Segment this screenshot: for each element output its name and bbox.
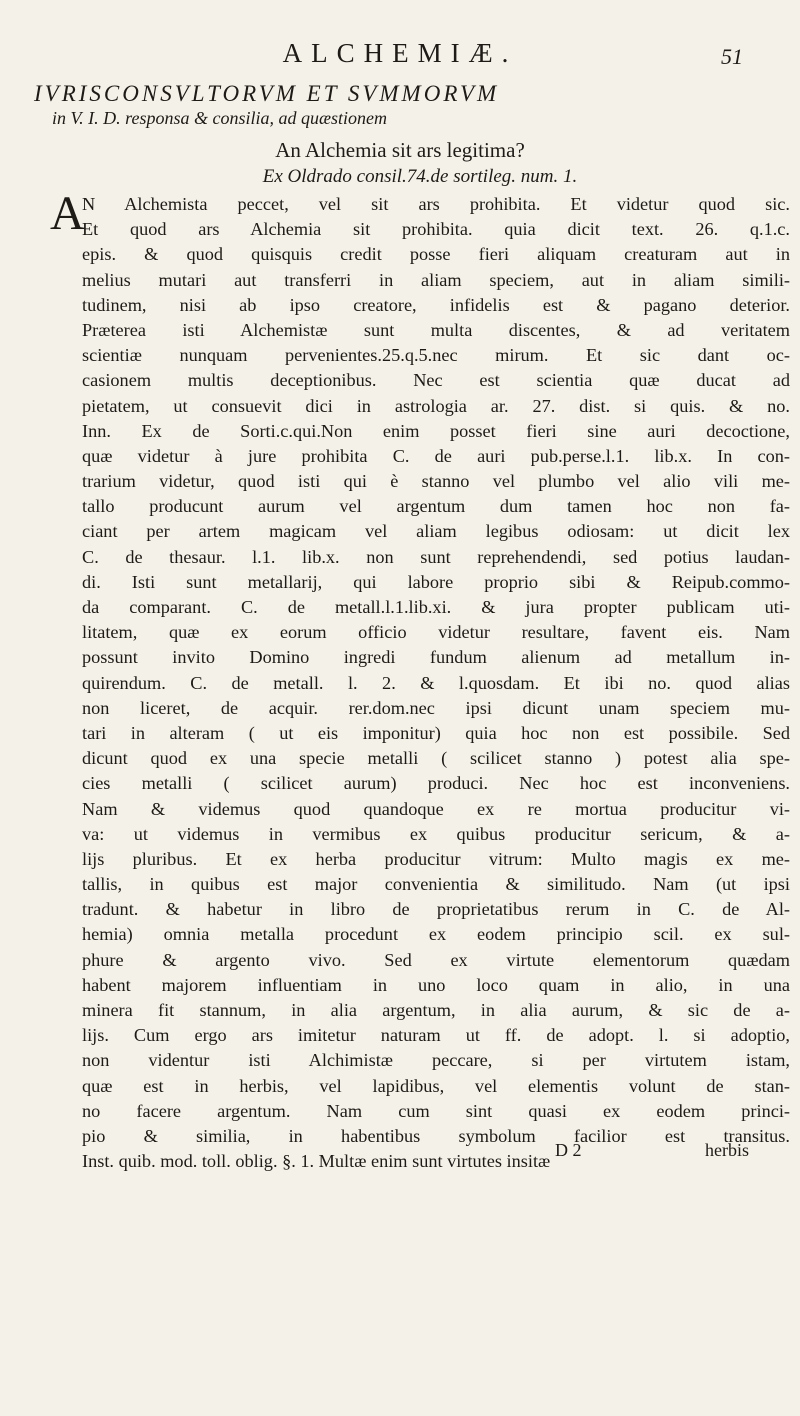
text-line: minera fit stannum, in alia argentum, in alia aurum, & sic de a-: [82, 1000, 790, 1020]
catchword: herbis: [705, 1140, 749, 1160]
text-line: casionem multis deceptionibus. Nec est scientia quæ ducat ad: [82, 370, 790, 391]
text-line: tallis, in quibus est major convenientia & similitudo. Nam (ut ipsi: [82, 874, 790, 895]
text-line: litatem, quæ ex eorum officio videtur resultare, favent eis. Nam: [82, 622, 790, 643]
text-line: quæ videtur à jure prohibita C. de auri pub.perse.l.1. lib.x. In con-: [82, 445, 790, 466]
text-line: di. Isti sunt metallarij, qui labore proprio sibi & Reipub.commo-: [82, 571, 790, 592]
text-line: habent majorem influentiam in uno loco quam in alio, in una: [82, 974, 790, 995]
text-line: cies metalli ( scilicet aurum) produci. Nec hoc est inconveniens.: [82, 773, 790, 794]
text-line: va: ut videmus in vermibus ex quibus producitur sericum, & a-: [82, 823, 790, 844]
question-heading: An Alchemia sit ars legitima?: [275, 138, 525, 162]
text-line: dicunt quod ex una specie metalli ( scilicet stanno ) potest alia spe-: [82, 748, 790, 769]
page-number: 51: [721, 44, 743, 69]
text-line: non liceret, de acquir. rer.dom.nec ipsi dicunt unam speciem mu-: [82, 697, 790, 718]
body-text: [82, 192, 790, 1174]
text-line: Inn. Ex de Sorti.c.qui.Non enim posset fieri sine auri decoctione,: [82, 420, 790, 441]
text-line: pietatem, ut consuevit dici in astrologia ar. 27. dist. si quis. & no.: [82, 395, 790, 416]
drop-cap: A: [50, 187, 85, 240]
text-line: non videntur isti Alchimistæ peccare, si per virtutem istam,: [82, 1050, 790, 1071]
text-line: lijs. Cum ergo ars imitetur naturam ut ff. de adopt. l. si adoptio,: [82, 1025, 790, 1046]
text-line: N Alchemista peccet, vel sit ars prohibita. Et videtur quod sic.: [82, 194, 790, 214]
text-line: tallo producunt aurum vel argentum dum tamen hoc non fa-: [82, 496, 790, 517]
text-line: hemia) omnia metalla procedunt ex eodem principio scil. ex sul-: [82, 924, 790, 945]
text-line: scientiæ nunquam pervenientes.25.q.5.nec mirum. Et sic dant oc-: [82, 345, 790, 366]
running-head: ALCHEMIÆ.: [282, 38, 518, 68]
text-line: Inst. quib. mod. toll. oblig. §. 1. Multæ enim sunt virtutes insitæ: [82, 1151, 551, 1172]
text-line: lijs pluribus. Et ex herba producitur vitrum: Multo magis ex me-: [82, 848, 790, 869]
text-line: tari in alteram ( ut eis imponitur) quia hoc non est possibile. Sed: [82, 722, 790, 743]
text-line: phure & argento vivo. Sed ex virtute elementorum quædam: [82, 949, 790, 970]
signature-mark: D 2: [555, 1140, 582, 1160]
text-line: da comparant. C. de metall.l.1.lib.xi. & jura propter publicam uti-: [82, 597, 790, 617]
text-line: pio & similia, in habentibus symbolum facilior est transitus.: [82, 1125, 790, 1146]
text-line: possunt invito Domino ingredi fundum alienum ad metallum in-: [82, 647, 790, 668]
text-line: epis. & quod quisquis credit posse fieri aliquam creaturam aut in: [82, 244, 790, 265]
text-line: tudinem, nisi ab ipso creatore, infidelis est & pagano deterior.: [82, 294, 790, 315]
text-line: Præterea isti Alchemistæ sunt multa discentes, & ad veritatem: [82, 319, 790, 340]
text-line: quirendum. C. de metall. l. 2. & l.quosdam. Et ibi no. quod alias: [82, 672, 790, 693]
source-citation: Ex Oldrado consil.74.de sortileg. num. 1.: [262, 166, 578, 187]
text-line: quæ est in herbis, vel lapidibus, vel elementis volunt de stan-: [82, 1075, 790, 1096]
text-line: no facere argentum. Nam cum sint quasi ex eodem princi-: [82, 1100, 790, 1121]
text-line: C. de thesaur. l.1. lib.x. non sunt reprehendendi, sed potius laudan-: [82, 546, 790, 567]
text-line: ciant per artem magicam vel aliam legibus odiosam: ut dicit lex: [82, 521, 790, 542]
text-line: trarium videtur, quod isti qui è stanno vel plumbo vel alio vili me-: [82, 471, 790, 492]
section-title: IVRISCONSVLTORVM ET SVMMORVM: [34, 81, 500, 106]
text-line: melius mutari aut transferri in aliam speciem, aut in aliam simili-: [82, 269, 790, 290]
text-line: tradunt. & habetur in libro de proprietatibus rerum in C. de Al-: [82, 899, 790, 920]
text-line: Nam & videmus quod quandoque ex re mortua producitur vi-: [82, 798, 790, 819]
section-subtitle: in V. I. D. responsa & consilia, ad quæstionem: [52, 108, 388, 128]
text-line: Et quod ars Alchemia sit prohibita. quia dicit text. 26. q.1.c.: [82, 219, 790, 240]
